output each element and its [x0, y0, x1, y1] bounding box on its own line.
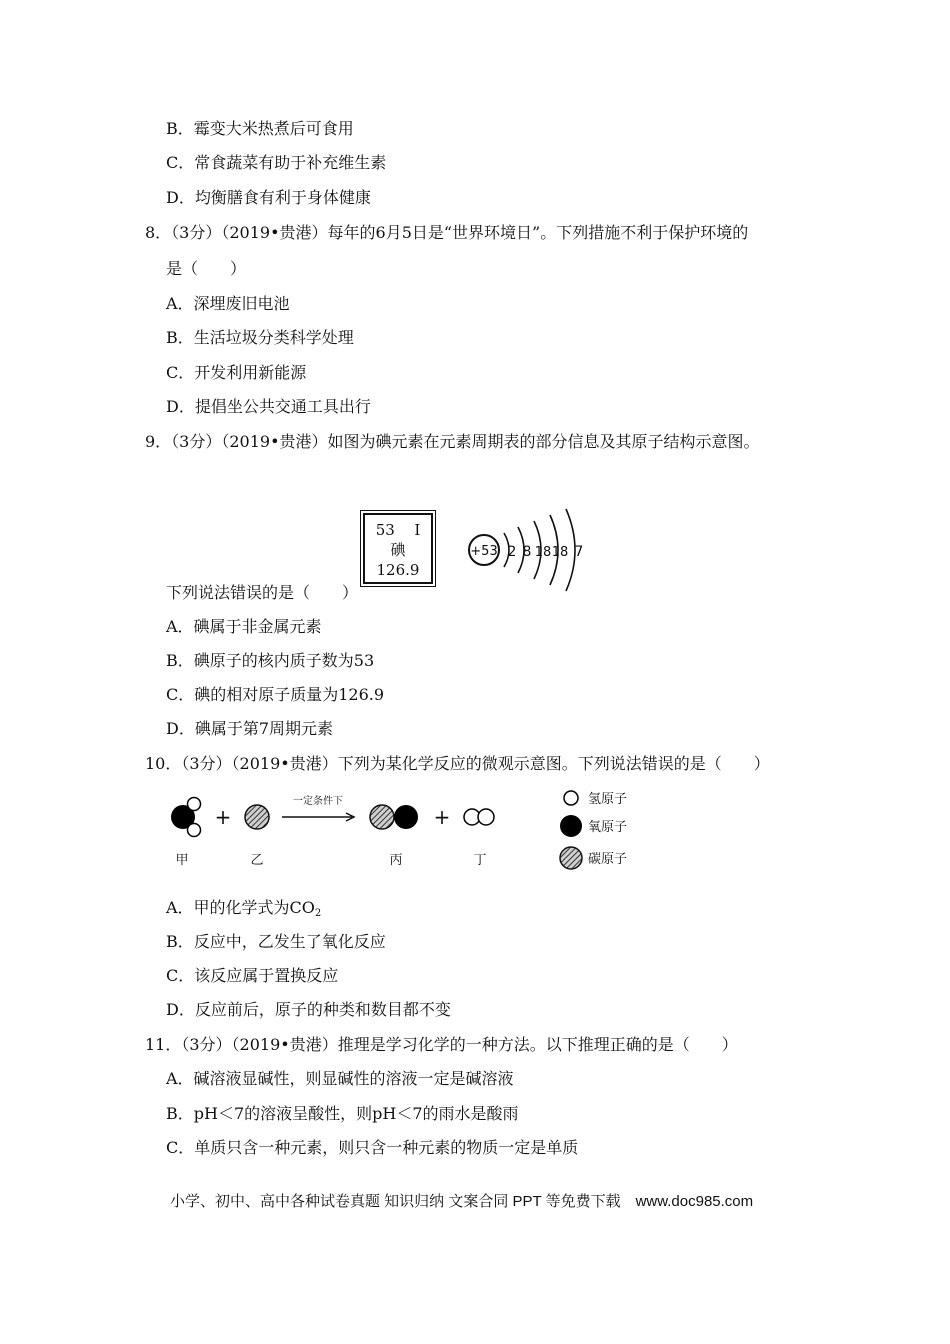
q8-option-c: C．开发利用新能源	[166, 363, 307, 382]
q8-stem-line1: 8．（3分）（2019•贵港）每年的6月5日是“世界环境日”。下列措施不利于保护环境的	[145, 223, 749, 242]
page-footer: 小学、初中、高中各种试卷真题 知识归纳 文案合同 PPT 等免费下载 www.doc985.com	[170, 1193, 754, 1210]
q7-option-b: B．霉变大米热煮后可食用	[166, 119, 354, 138]
element-name: 碘	[390, 541, 406, 559]
q9-stem: 9．（3分）（2019•贵港）如图为碘元素在元素周期表的部分信息及其原子结构示意图。	[145, 432, 760, 451]
label-bing: 丙	[389, 853, 403, 868]
q10-stem: 10．（3分）（2019•贵港）下列为某化学反应的微观示意图。下列说法错误的是（ ）	[145, 754, 770, 773]
shell-electrons-1: 2	[507, 544, 517, 560]
q11-stem: 11．（3分）（2019•贵港）推理是学习化学的一种方法。以下推理正确的是（ ）	[145, 1035, 738, 1054]
q9-option-a: A．碘属于非金属元素	[166, 617, 322, 636]
element-number-symbol	[365, 521, 431, 539]
q9-option-c: C．碘的相对原子质量为126.9	[166, 685, 385, 704]
legend-carbon-symbol	[560, 847, 582, 869]
q10-option-a-text: A．甲的化学式为CO	[166, 898, 315, 917]
q10-option-c: C．该反应属于置换反应	[166, 966, 339, 985]
q10-option-d: D．反应前后，原子的种类和数目都不变	[166, 1000, 451, 1019]
legend-hydrogen-label: 氢原子	[588, 792, 628, 807]
q7-option-c: C．常食蔬菜有助于补充维生素	[166, 153, 387, 172]
q10-option-a-subscript: 2	[314, 908, 322, 919]
hydrogen-atom	[188, 798, 201, 811]
hydrogen-atom	[478, 809, 494, 825]
atom-nucleus-charge: +53	[470, 544, 498, 559]
q8-option-d: D．提倡坐公共交通工具出行	[166, 397, 371, 416]
oxygen-atom	[394, 805, 418, 829]
q9-option-d: D．碘属于第7周期元素	[166, 719, 334, 738]
q11-option-a: A．碱溶液显碱性，则显碱性的溶液一定是碱溶液	[166, 1069, 514, 1088]
legend-oxygen-symbol	[560, 815, 582, 837]
shell-electrons-5: 7	[574, 544, 584, 560]
molecule-jia	[171, 798, 201, 837]
plus-sign: +	[433, 805, 451, 829]
plus-sign: +	[214, 805, 232, 829]
q8-option-b: B．生活垃圾分类科学处理	[166, 328, 354, 347]
element-atomic-number: 53	[375, 521, 395, 539]
carbon-atom	[370, 805, 394, 829]
shell-electrons-2: 8	[522, 544, 532, 560]
legend	[560, 791, 627, 869]
legend-hydrogen-symbol	[564, 791, 578, 805]
legend-oxygen-label: 氧原子	[588, 820, 628, 835]
legend-carbon-label: 碳原子	[588, 852, 628, 867]
label-jia: 甲	[175, 853, 189, 868]
q8-stem-line2: 是（ ）	[166, 259, 247, 278]
q10-option-a	[166, 898, 321, 924]
molecule-ding	[464, 809, 494, 825]
hydrogen-atom	[188, 824, 201, 837]
reaction-micro-diagram	[160, 782, 660, 877]
q11-option-c: C．单质只含一种元素，则只含一种元素的物质一定是单质	[166, 1138, 579, 1157]
q11-option-b: B．pH＜7的溶液呈酸性，则pH＜7的雨水是酸雨	[166, 1104, 519, 1123]
molecule-bing	[370, 805, 418, 829]
element-mass: 126.9	[376, 561, 420, 579]
q7-option-d: D．均衡膳食有利于身体健康	[166, 188, 371, 207]
shell-electrons-3: 18	[534, 545, 552, 560]
q9-option-b: B．碘原子的核内质子数为53	[166, 651, 375, 670]
q8-option-a: A．深埋废旧电池	[166, 294, 290, 313]
q9-prompt: 下列说法错误的是（ ）	[166, 583, 359, 602]
label-yi: 乙	[250, 853, 264, 868]
shell-electrons-4: 18	[551, 545, 569, 560]
molecule-yi-carbon-atom	[245, 805, 269, 829]
q10-option-b: B．反应中，乙发生了氧化反应	[166, 932, 386, 951]
label-ding: 丁	[473, 853, 487, 868]
atom-structure-diagram	[462, 505, 602, 595]
element-symbol: I	[414, 521, 421, 539]
reaction-condition: 一定条件下	[293, 796, 343, 807]
element-cell-iodine	[363, 513, 433, 584]
